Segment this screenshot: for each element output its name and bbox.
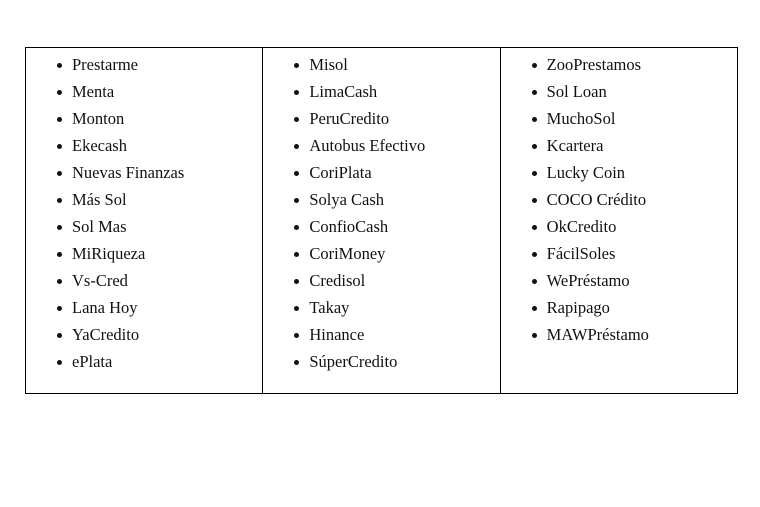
- bullet-icon: [57, 171, 62, 176]
- lender-name: OkCredito: [546, 217, 617, 236]
- list-item: [501, 54, 737, 81]
- list-item: [501, 270, 737, 297]
- bullet-icon: [57, 117, 62, 122]
- bullet-icon: [57, 333, 62, 338]
- bullet-icon: [294, 117, 299, 122]
- lender-name: Prestarme: [72, 55, 138, 74]
- bullet-icon: [294, 333, 299, 338]
- list-item: [26, 54, 262, 81]
- lender-column-1: [26, 48, 262, 393]
- bullet-icon: [532, 90, 537, 95]
- list-item: [263, 324, 499, 351]
- lender-name: Kcartera: [546, 136, 604, 155]
- list-item: [263, 270, 499, 297]
- lender-name: SúperCredito: [309, 352, 398, 371]
- bullet-icon: [532, 198, 537, 203]
- lender-name: LimaCash: [309, 82, 378, 101]
- list-item: [26, 162, 262, 189]
- list-item: [263, 243, 499, 270]
- lender-column-2: [262, 48, 499, 393]
- lender-name: Hinance: [309, 325, 365, 344]
- list-item: [263, 216, 499, 243]
- bullet-icon: [294, 144, 299, 149]
- lender-name: Nuevas Finanzas: [72, 163, 185, 182]
- lender-name: Lana Hoy: [72, 298, 138, 317]
- list-item: [263, 297, 499, 324]
- list-item: [501, 81, 737, 108]
- lender-name: COCO Crédito: [546, 190, 647, 209]
- list-item: [26, 270, 262, 297]
- bullet-icon: [294, 279, 299, 284]
- lender-name: Vs-Cred: [72, 271, 128, 290]
- lender-name: Monton: [72, 109, 125, 128]
- list-item: [263, 135, 499, 162]
- bullet-icon: [532, 144, 537, 149]
- lender-column-3: [500, 48, 737, 393]
- lender-name: MuchoSol: [546, 109, 616, 128]
- bullet-icon: [532, 333, 537, 338]
- lender-name: FácilSoles: [546, 244, 616, 263]
- lender-list-2: [263, 48, 499, 378]
- bullet-icon: [532, 252, 537, 257]
- bullet-icon: [294, 360, 299, 365]
- bullet-icon: [294, 225, 299, 230]
- list-item: [26, 189, 262, 216]
- list-item: [26, 81, 262, 108]
- lender-name: ConfioCash: [309, 217, 389, 236]
- bullet-icon: [294, 198, 299, 203]
- list-item: [26, 297, 262, 324]
- list-item: [26, 108, 262, 135]
- bullet-icon: [57, 252, 62, 257]
- lender-name: YaCredito: [72, 325, 140, 344]
- bullet-icon: [532, 306, 537, 311]
- lender-list-table: [25, 47, 738, 394]
- list-item: [26, 135, 262, 162]
- lender-name: Takay: [309, 298, 350, 317]
- lender-name: CoriMoney: [309, 244, 386, 263]
- lender-name: MAWPréstamo: [546, 325, 649, 344]
- bullet-icon: [294, 171, 299, 176]
- lender-name: Sol Mas: [72, 217, 127, 236]
- lender-name: Más Sol: [72, 190, 127, 209]
- bullet-icon: [294, 90, 299, 95]
- list-item: [26, 216, 262, 243]
- bullet-icon: [57, 63, 62, 68]
- lender-name: Menta: [72, 82, 115, 101]
- list-item: [26, 324, 262, 351]
- list-item: [26, 243, 262, 270]
- lender-name: WePréstamo: [546, 271, 630, 290]
- bullet-icon: [57, 144, 62, 149]
- lender-name: CoriPlata: [309, 163, 372, 182]
- bullet-icon: [532, 63, 537, 68]
- lender-name: ePlata: [72, 352, 113, 371]
- bullet-icon: [532, 117, 537, 122]
- list-item: [263, 162, 499, 189]
- lender-name: MiRiqueza: [72, 244, 146, 263]
- lender-name: Solya Cash: [309, 190, 385, 209]
- list-item: [501, 216, 737, 243]
- bullet-icon: [57, 198, 62, 203]
- list-item: [263, 108, 499, 135]
- lender-name: ZooPrestamos: [546, 55, 642, 74]
- list-item: [501, 243, 737, 270]
- list-item: [501, 189, 737, 216]
- bullet-icon: [532, 279, 537, 284]
- list-item: [501, 324, 737, 351]
- list-item: [501, 135, 737, 162]
- bullet-icon: [532, 171, 537, 176]
- bullet-icon: [532, 225, 537, 230]
- list-item: [263, 54, 499, 81]
- list-item: [501, 162, 737, 189]
- lender-list-3: [501, 48, 737, 351]
- list-item: [501, 108, 737, 135]
- bullet-icon: [57, 90, 62, 95]
- bullet-icon: [294, 63, 299, 68]
- bullet-icon: [57, 306, 62, 311]
- lender-name: PeruCredito: [309, 109, 390, 128]
- lender-name: Autobus Efectivo: [309, 136, 426, 155]
- bullet-icon: [57, 279, 62, 284]
- bullet-icon: [294, 252, 299, 257]
- list-item: [26, 351, 262, 378]
- lender-list-1: [26, 48, 262, 378]
- bullet-icon: [294, 306, 299, 311]
- lender-name: Misol: [309, 55, 348, 74]
- lender-name: Lucky Coin: [546, 163, 626, 182]
- bullet-icon: [57, 225, 62, 230]
- bullet-icon: [57, 360, 62, 365]
- lender-name: Credisol: [309, 271, 366, 290]
- lender-name: Rapipago: [546, 298, 610, 317]
- lender-name: Sol Loan: [546, 82, 607, 101]
- list-item: [501, 297, 737, 324]
- lender-name: Ekecash: [72, 136, 127, 155]
- list-item: [263, 351, 499, 378]
- list-item: [263, 189, 499, 216]
- list-item: [263, 81, 499, 108]
